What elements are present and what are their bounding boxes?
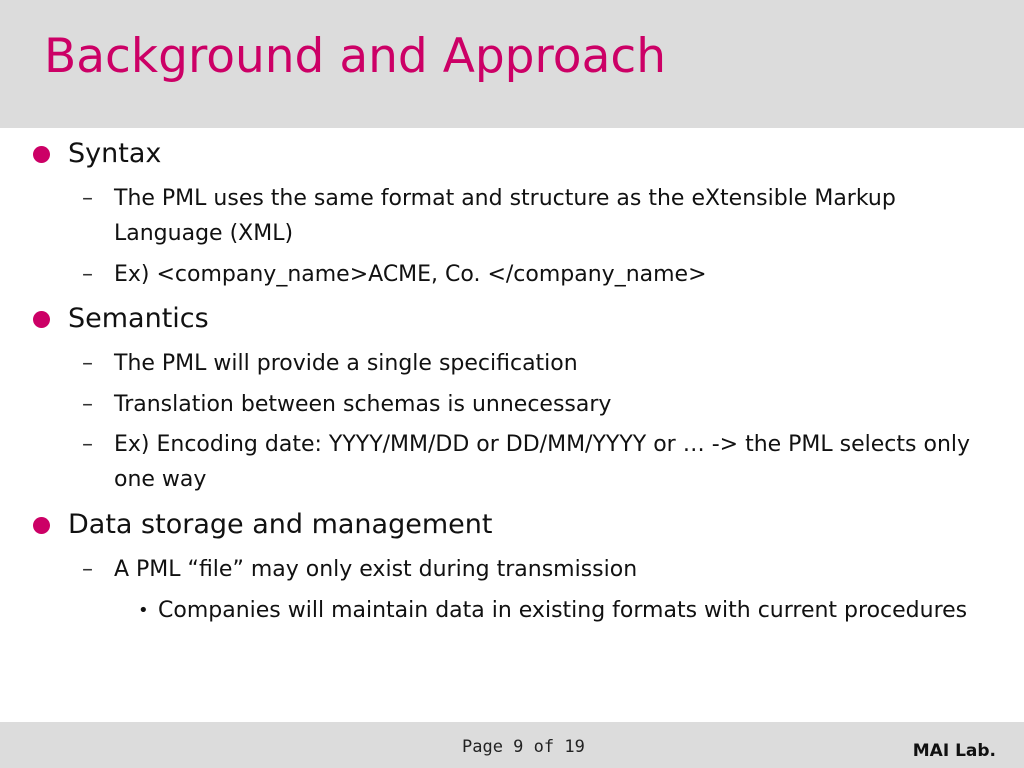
dash-icon: – [82,557,93,582]
sub-list-item: Companies will maintain data in existing formats with current procedures [158,598,968,623]
dash-icon: – [82,351,93,376]
title-bar [0,0,1024,128]
bullet-dot-icon [33,311,50,328]
bullet-dot-icon [33,517,50,534]
list-item: A PML “file” may only exist during transmission [114,557,638,582]
small-bullet-icon: • [138,600,149,621]
page-number: Page 9 of 19 [462,737,585,757]
bullet-dot-icon [33,146,50,163]
section-heading-syntax: Syntax [68,138,162,169]
list-item: Translation between schemas is unnecessary [114,392,612,417]
dash-icon: – [82,186,93,211]
lab-name: MAI Lab. [912,741,996,761]
dash-icon: – [82,392,93,417]
list-item: Ex) Encoding date: YYYY/MM/DD or DD/MM/YYYY or … -> the PML selects only one way [114,432,971,492]
footer-bar [0,722,1024,768]
list-item: The PML will provide a single specification [114,351,578,376]
dash-icon: – [82,432,93,457]
slide-content [0,128,1024,722]
section-heading-data-storage: Data storage and management [68,509,493,540]
list-item: The PML uses the same format and structure as the eXtensible Markup Language (XML) [114,186,896,246]
dash-icon: – [82,262,93,287]
section-heading-semantics: Semantics [68,303,209,334]
list-item: Ex) <company_name>ACME, Co. </company_name> [114,262,707,287]
slide-title: Background and Approach [44,29,666,84]
